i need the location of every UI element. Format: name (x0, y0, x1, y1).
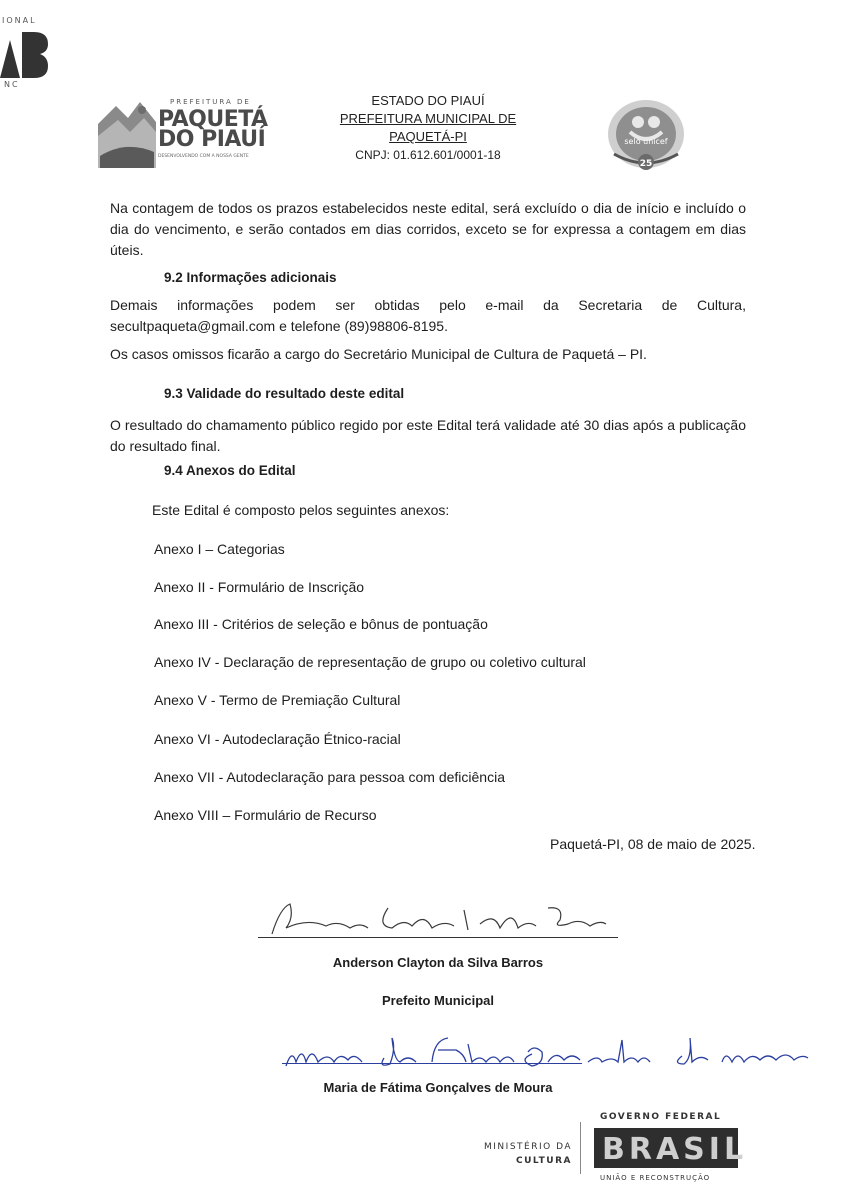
seal-number: 25 (639, 159, 653, 169)
gov-title: GOVERNO FEDERAL (600, 1112, 722, 1122)
ministry-line-2: CULTURA (515, 1156, 572, 1166)
section-9-3-title: 9.3 Validade do resultado deste edital (164, 386, 405, 401)
annex-item: Anexo III - Critérios de seleção e bônus de pontuação (154, 616, 488, 632)
section-9-4-title: 9.4 Anexos do Edital (164, 463, 296, 478)
brasil-wordmark (594, 1128, 748, 1168)
corner-logo-fragment (0, 0, 60, 95)
seal-text: selo unicef (624, 137, 668, 146)
brasil-text: BRASIL (602, 1132, 748, 1167)
annex-item: Anexo II - Formulário de Inscrição (154, 579, 365, 595)
signature-2 (282, 1028, 812, 1072)
header-state: ESTADO DO PIAUÍ (371, 93, 485, 108)
section-9-3-paragraph: O resultado do chamamento público regido por este Edital terá validade até 30 dias após a publicação do resultado final. (110, 417, 746, 454)
signature-1-scribble (268, 898, 608, 938)
ministry-line-1: MINISTÉRIO DA (484, 1142, 572, 1152)
annex-item: Anexo IV - Declaração de representação de grupo ou coletivo cultural (154, 654, 586, 670)
logo-dopiaui-text: DO PIAUÍ (158, 127, 266, 152)
section-9-2-paragraph-2: Os casos omissos ficarão a cargo do Secretário Municipal de Cultura de Paquetá – PI. (110, 346, 647, 362)
paqueta-logo (96, 92, 266, 174)
signer-2-name: Maria de Fátima Gonçalves de Moura (323, 1080, 553, 1095)
logo-prefeitura-text: PREFEITURA DE (170, 98, 251, 106)
signature-2-line (282, 1063, 582, 1064)
header-city: PAQUETÁ-PI (389, 129, 467, 144)
unicef-seal-icon (604, 98, 688, 174)
document-header (318, 92, 538, 164)
annex-item: Anexo V - Termo de Premiação Cultural (154, 692, 401, 708)
annex-item: Anexo VIII – Formulário de Recurso (154, 807, 377, 823)
signer-1-name: Anderson Clayton da Silva Barros (332, 955, 544, 970)
corner-logo-mark (0, 30, 50, 78)
signer-1-role: Prefeito Municipal (382, 993, 494, 1008)
corner-text-bottom: NC (4, 80, 20, 89)
section-9-2-paragraph-1: Demais informações podem ser obtidas pelo e-mail da Secretaria de Cultura, secultpaqueta@gmail.com e telefone (89)98806-8195. (110, 297, 746, 334)
mountain-logo-icon (96, 96, 158, 170)
annex-intro: Este Edital é composto pelos seguintes anexos: (152, 502, 450, 518)
unicef-seal (604, 98, 688, 174)
annex-item: Anexo I – Categorias (154, 541, 285, 557)
governo-federal-logo (590, 1112, 748, 1192)
ministry-logo (466, 1140, 572, 1168)
annex-item: Anexo VI - Autodeclaração Étnico-racial (154, 731, 401, 747)
annex-item: Anexo VII - Autodeclaração para pessoa com deficiência (154, 769, 505, 785)
logo-paqueta-text: PAQUETÁ (158, 107, 268, 132)
signature-2-scribble (282, 1028, 812, 1072)
footer-divider (580, 1122, 581, 1174)
corner-text-top: IONAL (2, 16, 37, 25)
signature-1 (268, 898, 608, 938)
gov-subtitle: UNIÃO E RECONSTRUÇÃO (600, 1174, 711, 1182)
logo-slogan-text: DESENVOLVENDO COM A NOSSA GENTE (158, 154, 249, 159)
section-9-2-title: 9.2 Informações adicionais (164, 270, 337, 285)
header-cnpj: CNPJ: 01.612.601/0001-18 (355, 148, 501, 162)
date-line: Paquetá-PI, 08 de maio de 2025. (550, 836, 756, 852)
signature-1-line (258, 937, 618, 938)
intro-paragraph: Na contagem de todos os prazos estabelecidos neste edital, será excluído o dia de início e incluído o dia do vencimento, e serão contados em dias corridos, exceto se for expressa a contagem em dias úteis. (110, 200, 746, 258)
header-prefeitura: PREFEITURA MUNICIPAL DE (339, 111, 517, 126)
